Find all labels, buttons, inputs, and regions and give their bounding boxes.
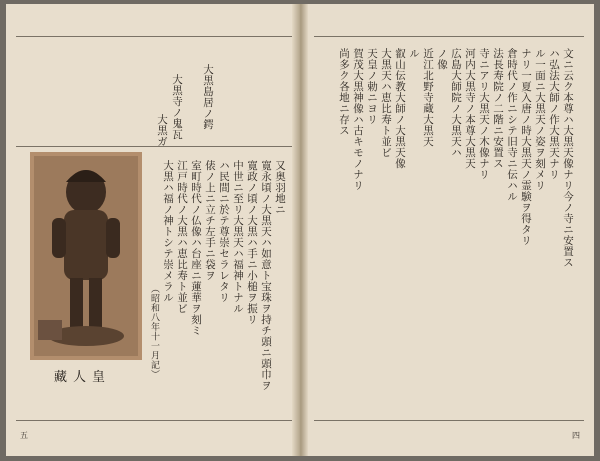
body-line: ノ像	[436, 48, 448, 70]
body-line: 近江北野寺蔵大黒天	[422, 48, 434, 147]
page-number-left: 五	[20, 431, 28, 440]
body-line: 寛政ノ頃ノ大黒ハ手ニ小槌ヲ振リ	[246, 160, 258, 325]
body-line: 中世ニ至リ大黒天ハ福神トナル	[232, 160, 244, 314]
body-line: 室町時代ノ仏像ハ台座ニ蓮華ヲ刻ミ	[190, 160, 202, 336]
body-line: 法長寿院ノ二階ニ安置ス	[492, 48, 504, 169]
body-line: 寺ニアリ大黒天ノ木像ナリ	[478, 48, 490, 180]
body-line: 倉時代ノ作ニシテ旧寺ニ伝ハル	[506, 48, 518, 202]
right-page	[300, 4, 594, 456]
body-line: 賀茂大黒神像ハ古キモノナリ	[352, 48, 364, 191]
bottom-rule	[16, 420, 292, 421]
body-line: 天皇ノ勅ニヨリ	[366, 48, 378, 125]
header-line: 大黒寺ノ鬼瓦	[171, 74, 183, 140]
body-line: ハ民間ニ於テ尊崇セラレタリ	[218, 160, 230, 303]
header-line: 大黒島居ノ鍔	[202, 64, 214, 130]
body-line: ル一面ニ大黒天ノ姿ヲ刻メリ	[534, 48, 546, 191]
header-rule	[16, 146, 292, 147]
body-line: 江戸時代ノ大黒ハ恵比寿ト並ビ	[176, 160, 188, 314]
header-line: 大黒ガ	[156, 114, 168, 147]
body-line: 大黒ハ福ノ神トシテ崇メラル	[162, 160, 174, 303]
bottom-rule	[314, 420, 584, 421]
body-line: 尚多ク各地ニ存ス	[338, 48, 350, 136]
photo-of-figure	[30, 152, 142, 360]
open-book	[6, 4, 594, 456]
top-rule	[314, 36, 584, 37]
statue-photo	[30, 152, 142, 360]
body-line: 又奥羽地ニ	[274, 160, 286, 215]
body-line: 大黒天ハ恵比寿ト並ビ	[380, 48, 392, 158]
body-line: ナリ一夏入唐ノ時大黒天ノ霊験ヲ得タリ	[520, 48, 532, 246]
body-line: 叡山伝教大師ノ大黒天像	[394, 48, 406, 169]
photo-caption: 藏人皇	[54, 370, 112, 385]
page-number-right: 四	[572, 431, 580, 440]
body-line: 広島大師院ノ大黒天ハ	[450, 48, 462, 158]
body-line: 寛永頃ノ大黒天ハ如意ト宝珠ヲ持チ頭ニ頭巾ヲ	[260, 160, 272, 391]
body-line: 俵ノ上ニ立チ左手ニ袋ヲ	[204, 160, 216, 281]
body-line: 河内大黒寺ノ本尊大黒天	[464, 48, 476, 169]
top-rule	[16, 36, 292, 37]
body-line: ル	[408, 48, 420, 59]
left-page	[6, 4, 300, 456]
body-date: （昭和八年十一月記）	[149, 284, 159, 379]
body-line: 文ニ云ク本尊ハ大黒天像ナリ今ノ寺ニ安置ス	[562, 48, 574, 268]
body-line: ハ弘法大師ノ作大黒天ナリ	[548, 48, 560, 180]
book-gutter	[292, 4, 308, 456]
